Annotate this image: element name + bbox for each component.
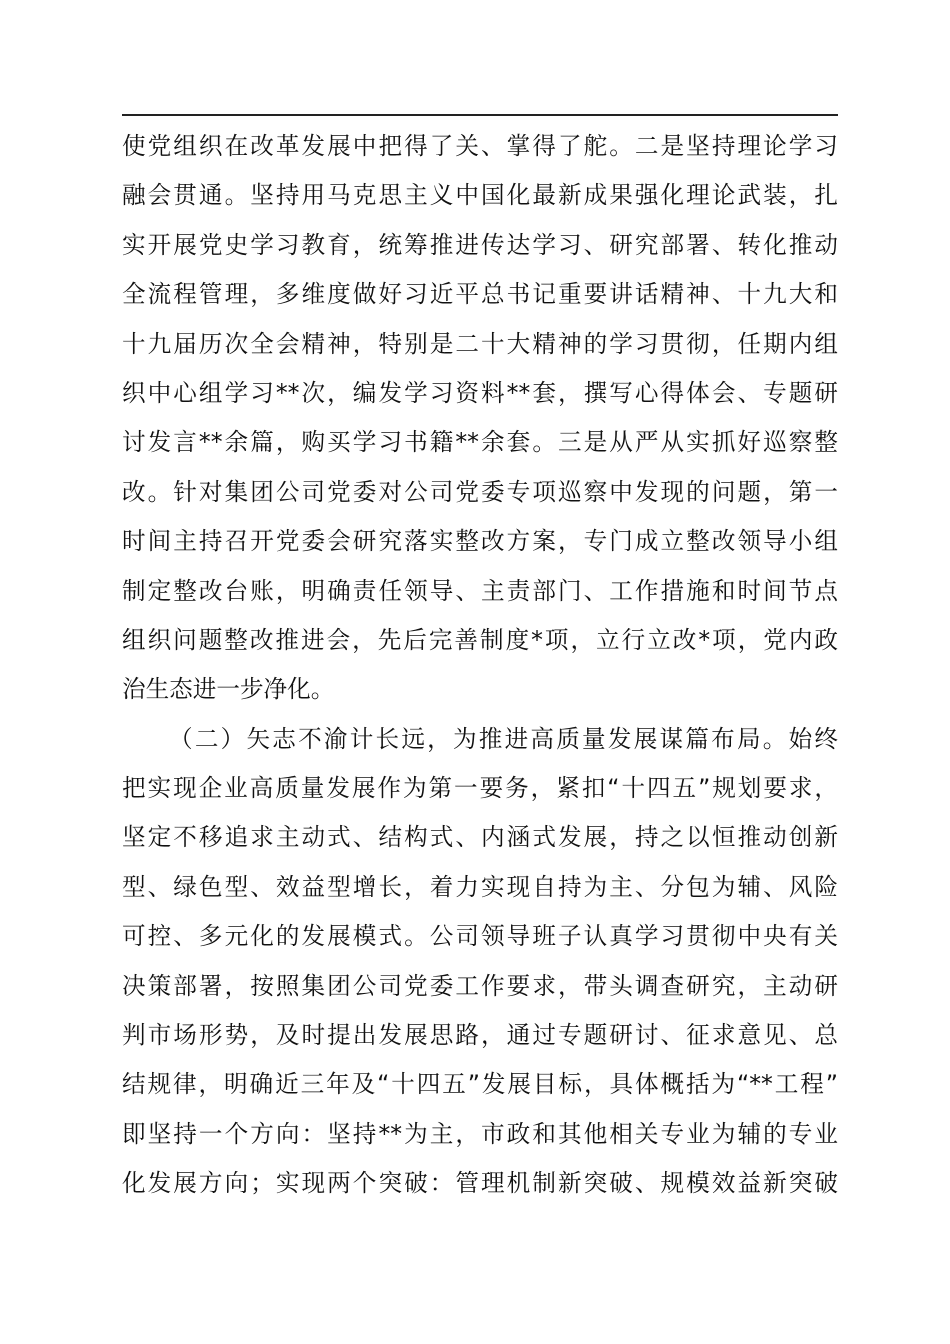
text-line: 化发展方向；实现两个突破：管理机制新突破、规模效益新突破 xyxy=(122,1169,838,1198)
text-line: 坚定不移追求主动式、结构式、内涵式发展，持之以恒推动创新 xyxy=(122,823,838,852)
text-line: 可控、多元化的发展模式。公司领导班子认真学习贯彻中央有关 xyxy=(122,922,838,951)
text-line: 织中心组学习**次，编发学习资料**套，撰写心得体会、专题研 xyxy=(122,378,838,407)
text-line: 决策部署，按照集团公司党委工作要求，带头调查研究，主动研 xyxy=(122,971,838,1000)
document-body xyxy=(122,122,838,1209)
text-line: 时间主持召开党委会研究落实整改方案，专门成立整改领导小组 xyxy=(122,527,838,556)
header-rule xyxy=(122,114,838,116)
text-line: 判市场形势，及时提出发展思路，通过专题研讨、征求意见、总 xyxy=(122,1021,838,1050)
text-line: 结规律，明确近三年及“十四五”发展目标，具体概括为“**工程” xyxy=(122,1070,838,1099)
text-line: 即坚持一个方向：坚持**为主，市政和其他相关专业为辅的专业 xyxy=(122,1119,838,1148)
text-line: 制定整改台账，明确责任领导、主责部门、工作措施和时间节点 xyxy=(122,576,838,605)
text-line: 实开展党史学习教育，统筹推进传达学习、研究部署、转化推动 xyxy=(122,230,838,259)
text-line: 使党组织在改革发展中把得了关、掌得了舵。二是坚持理论学习 xyxy=(122,132,838,160)
text-line: 把实现企业高质量发展作为第一要务，紧扣“十四五”规划要求， xyxy=(122,774,838,803)
text-line: 型、绿色型、效益型增长，着力实现自持为主、分包为辅、风险 xyxy=(122,872,838,901)
text-line: 改。针对集团公司党委对公司党委专项巡察中发现的问题，第一 xyxy=(122,477,838,506)
text-line: 讨发言**余篇，购买学习书籍**余套。三是从严从实抓好巡察整 xyxy=(122,428,838,457)
text-line: 全流程管理，多维度做好习近平总书记重要讲话精神、十九大和 xyxy=(122,280,838,309)
section-heading-line: （二）矢志不渝计长远，为推进高质量发展谋篇布局。始终 xyxy=(169,724,838,753)
text-line: 治生态进一步净化。 xyxy=(122,675,335,704)
text-line: 融会贯通。坚持用马克思主义中国化最新成果强化理论武装，扎 xyxy=(122,181,838,210)
text-line: 十九届历次全会精神，特别是二十大精神的学习贯彻，任期内组 xyxy=(122,329,838,358)
text-line: 组织问题整改推进会，先后完善制度*项，立行立改*项，党内政 xyxy=(122,625,838,654)
